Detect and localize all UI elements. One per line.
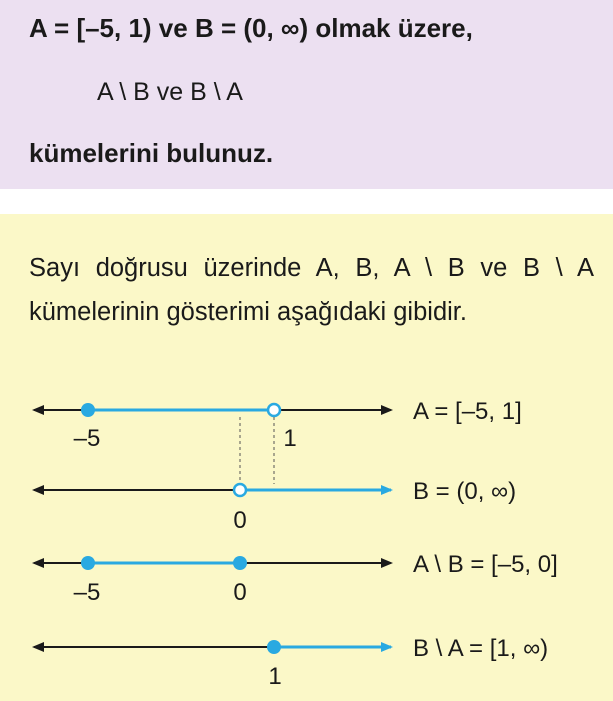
closed-point [81, 403, 95, 417]
open-point [268, 404, 280, 416]
set-label-b-minus-a: B \ A = [1, ∞) [413, 635, 549, 662]
closed-point [81, 556, 95, 570]
tick-label-minus5: –5 [73, 579, 101, 606]
tick-label-0: 0 [233, 507, 247, 534]
closed-point [267, 640, 281, 654]
tick-label-1: 1 [268, 663, 282, 690]
problem-statement-line3: kümelerini bulunuz. [29, 138, 274, 168]
closed-point [233, 556, 247, 570]
number-line-b [34, 478, 516, 534]
set-label-a-minus-b: A \ B = [–5, 0] [413, 551, 558, 578]
tick-label-minus5: –5 [73, 425, 101, 452]
set-label-b: B = (0, ∞) [413, 478, 517, 505]
solution-text: Sayı doğrusu üzerinde A, B, A \ B ve B \ A kümelerinin gösterimi aşağıdaki gibidir. [29, 254, 594, 326]
tick-label-0: 0 [233, 579, 247, 606]
open-point [234, 484, 246, 496]
set-label-a: A = [–5, 1] [413, 398, 522, 425]
tick-label-1: 1 [283, 425, 297, 452]
number-line-a [34, 398, 522, 452]
problem-sets-expression: A \ B ve B \ A [97, 78, 243, 106]
number-line-a-minus-b [34, 551, 558, 606]
number-line-b-minus-a [34, 635, 548, 690]
problem-statement-line1: A = [–5, 1) ve B = (0, ∞) olmak üzere, [29, 13, 473, 43]
